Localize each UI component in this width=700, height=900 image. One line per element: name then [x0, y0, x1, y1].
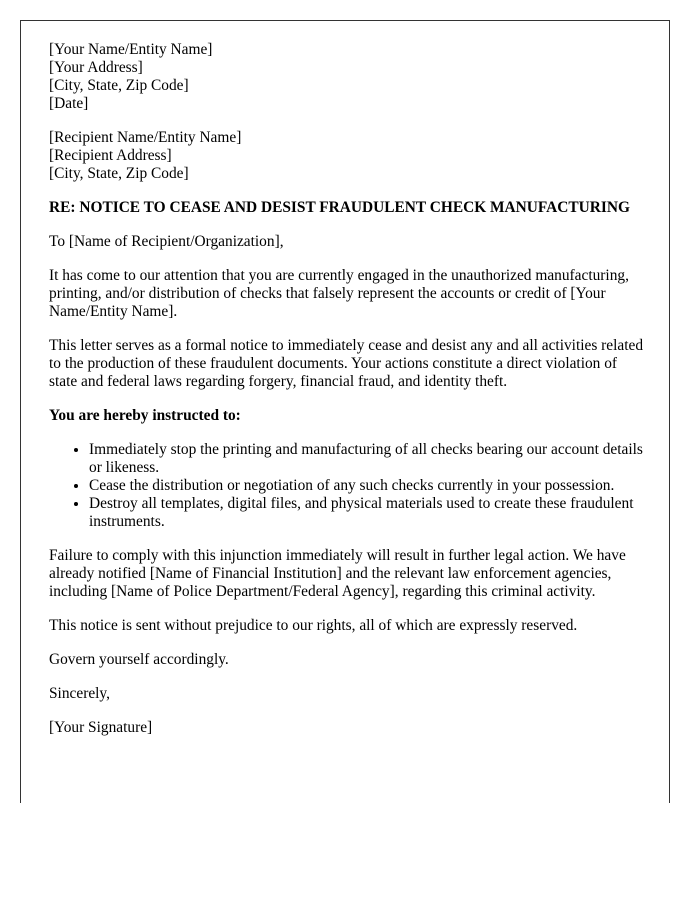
- consequences-paragraph: Failure to comply with this injunction immediately will result in further legal action. We have already notified [Name of Financial Institution] and the relevant law enforcement agencies, including [Name of Police Department/Federal Agency], regarding this criminal activity.: [49, 547, 626, 600]
- instruction-item: • Immediately stop the printing and manufacturing of all checks bearing our account details or likeness.: [89, 441, 649, 477]
- salutation: To [Name of Recipient/Organization],: [49, 233, 284, 250]
- body-paragraph: This letter serves as a formal notice to immediately cease and desist any and all activities related to the production of these fraudulent documents. Your actions constitute a direct violation of state and federal laws regarding forgery, financial fraud, and identity theft.: [49, 337, 644, 390]
- sender-address-block: [49, 41, 649, 113]
- letter-page: [20, 20, 670, 803]
- recipient-name: [Recipient Name/Entity Name]: [49, 129, 242, 146]
- sender-address: [Your Address]: [49, 59, 143, 76]
- instruction-item: • Cease the distribution or negotiation of any such checks currently in your possession.: [89, 477, 649, 495]
- subject-line: RE: NOTICE TO CEASE AND DESIST FRAUDULENT CHECK MANUFACTURING: [49, 199, 630, 216]
- body-paragraph: It has come to our attention that you are currently engaged in the unauthorized manufacturing, printing, and/or distribution of checks that falsely represent the accounts or credit of [Your Name/Entity Name].: [49, 267, 629, 320]
- sender-name: [Your Name/Entity Name]: [49, 41, 213, 58]
- closing-statement: Govern yourself accordingly.: [49, 651, 229, 668]
- signoff: Sincerely,: [49, 685, 110, 702]
- signature: [Your Signature]: [49, 719, 153, 736]
- instructions-list: [49, 441, 649, 531]
- recipient-address: [Recipient Address]: [49, 147, 172, 164]
- instruction-item: • Destroy all templates, digital files, and physical materials used to create these fraudulent instruments.: [89, 495, 649, 531]
- letter-date: [Date]: [49, 95, 89, 112]
- sender-city-state-zip: [City, State, Zip Code]: [49, 77, 189, 94]
- recipient-city-state-zip: [City, State, Zip Code]: [49, 165, 189, 182]
- recipient-address-block: [49, 129, 649, 183]
- reservation-paragraph: This notice is sent without prejudice to our rights, all of which are expressly reserved.: [49, 617, 578, 634]
- instructions-heading: You are hereby instructed to:: [49, 407, 241, 424]
